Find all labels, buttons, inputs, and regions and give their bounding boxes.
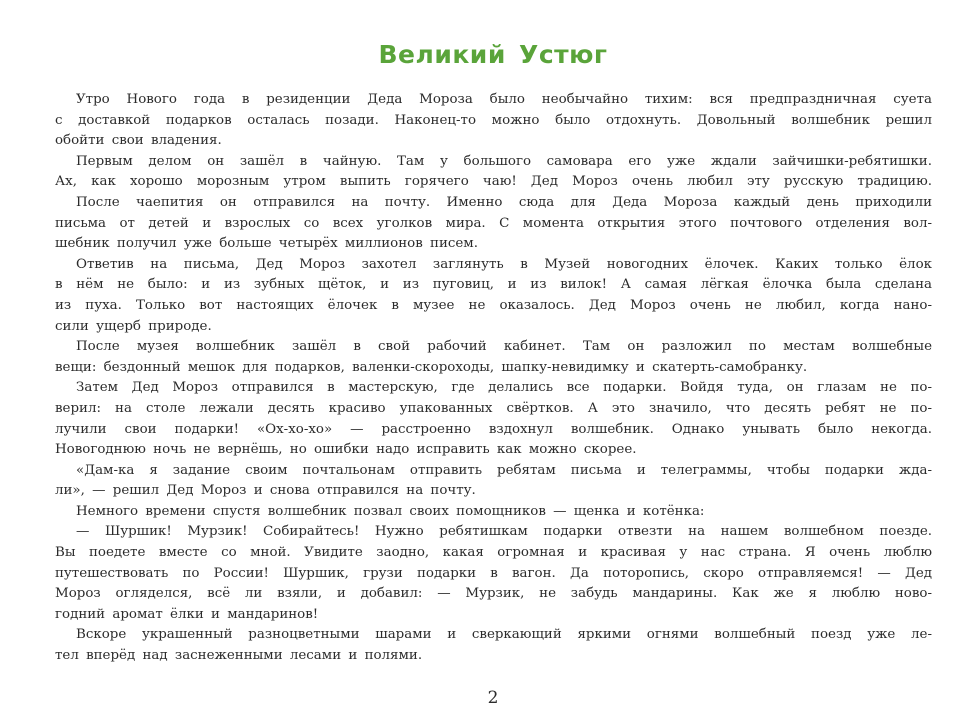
- text-line: тел вперёд над заснеженными лесами и полями.: [55, 648, 423, 664]
- text-line: Вскоре украшенный разноцветными шарами и сверкающий яркими огнями волшебный поезд уже ле-: [76, 627, 932, 643]
- text-line: Затем Дед Мороз отправился в мастерскую, где делались все подарки. Войдя туда, он глазам не по-: [76, 380, 932, 396]
- text-line: лучили свои подарки! «Ох-хо-хо» — расстроенно вздохнул волшебник. Однако унывать было некогда.: [55, 421, 932, 437]
- text-line: с доставкой подарков осталась позади. Наконец-то можно было отдохнуть. Довольный волшебник решил: [55, 112, 932, 128]
- text-line: из пуха. Только вот настоящих ёлочек в музее не оказалось. Дед Мороз очень не любил, когда нано-: [55, 297, 932, 313]
- text-line: вещи: бездонный мешок для подарков, валенки-скороходы, шапку-невидимку и скатерть-самобранку.: [55, 359, 808, 375]
- paragraph: [55, 255, 932, 337]
- story-body: [55, 90, 932, 667]
- paragraph: [55, 522, 932, 625]
- text-line: письма от детей и взрослых со всех уголков мира. С момента открытия этого почтового отделения вол-: [55, 215, 932, 231]
- text-line: «Дам-ка я задание своим почтальонам отправить ребятам письма и телеграммы, чтобы подарки жда-: [76, 462, 932, 478]
- text-line: После чаепития он отправился на почту. Именно сюда для Деда Мороза каждый день приходили: [76, 194, 932, 210]
- text-line: Ответив на письма, Дед Мороз захотел заглянуть в Музей новогодних ёлочек. Каких только ёлок: [76, 256, 932, 272]
- text-line: После музея волшебник зашёл в свой рабочий кабинет. Там он разложил по местам волшебные: [76, 339, 932, 355]
- paragraph: [55, 625, 932, 666]
- text-line: Немного времени спустя волшебник позвал своих помощников — щенка и котёнка:: [76, 503, 705, 519]
- text-line: Утро Нового года в резиденции Деда Мороза было необычайно тихим: вся предпраздничная суета: [76, 92, 932, 107]
- paragraph: [55, 337, 932, 378]
- text-line: путешествовать по России! Шуршик, грузи подарки в вагон. Да поторопись, скоро отправляемся! — Дед: [55, 565, 932, 581]
- paragraph: [55, 90, 932, 152]
- text-line: ли», — решил Дед Мороз и снова отправился на почту.: [55, 483, 476, 499]
- paragraph: [55, 152, 932, 193]
- paragraph: [55, 502, 932, 523]
- text-line: Мороз огляделся, всё ли взяли, и добавил: — Мурзик, не забудь мандарины. Как же я люблю ново-: [55, 586, 932, 602]
- page-title: Великий Устюг: [378, 40, 608, 69]
- paragraph: [55, 193, 932, 255]
- text-line: — Шуршик! Мурзик! Собирайтесь! Нужно ребятишкам подарки отвезти на нашем волшебном поезде.: [76, 524, 932, 540]
- paragraph: [55, 461, 932, 502]
- text-line: обойти свои владения.: [55, 133, 222, 149]
- paragraph: [55, 378, 932, 460]
- text-line: сили ущерб природе.: [55, 318, 212, 334]
- text-line: в нём не было: и из зубных щёток, и из пуговиц, и из вилок! А самая лёгкая ёлочка была сделана: [55, 277, 932, 293]
- text-line: Новогоднюю ночь не вернёшь, но ошибки надо исправить как можно скорее.: [55, 442, 637, 458]
- text-line: Ах, как хорошо морозным утром выпить горячего чаю! Дед Мороз очень любил эту русскую традицию.: [55, 174, 932, 190]
- text-line: Первым делом он зашёл в чайную. Там у большого самовара его уже ждали зайчишки-ребятишки.: [76, 153, 932, 169]
- page-number: 2: [487, 688, 499, 708]
- text-line: Вы поедете вместе со мной. Увидите заодно, какая огромная и красивая у нас страна. Я очень люблю: [55, 545, 932, 561]
- text-line: годний аромат ёлки и мандаринов!: [55, 606, 319, 622]
- text-line: шебник получил уже больше четырёх миллионов писем.: [55, 236, 478, 252]
- text-line: верил: на столе лежали десять красиво упакованных свёртков. А это значило, что десять ребят не по-: [55, 400, 932, 416]
